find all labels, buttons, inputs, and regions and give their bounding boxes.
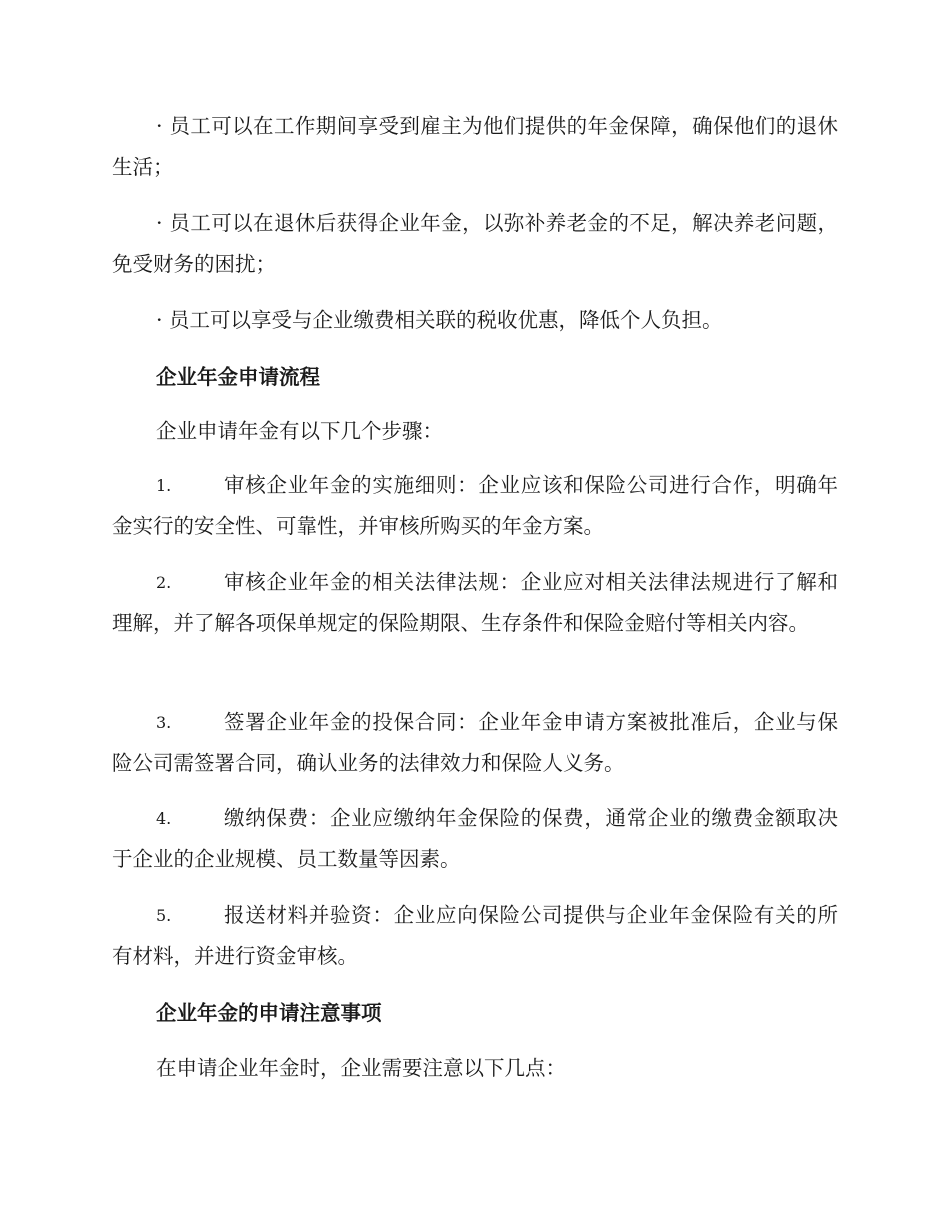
section-heading: 企业年金的申请注意事项	[156, 1001, 382, 1025]
section-heading: 企业年金申请流程	[156, 365, 320, 389]
step-number: 1.	[156, 476, 172, 495]
step-item	[112, 465, 838, 547]
step-item	[112, 798, 838, 880]
step-number: 5.	[156, 906, 172, 925]
bullet-paragraph: · 员工可以在退休后获得企业年金，以弥补养老金的不足，解决养老问题，免受财务的困扰；	[112, 211, 838, 276]
step-text: 审核企业年金的相关法律法规：企业应对相关法律法规进行了解和理解，并了解各项保单规定的保险期限、生存条件和保险金赔付等相关内容。	[112, 570, 838, 635]
step-text: 审核企业年金的实施细则：企业应该和保险公司进行合作，明确年金实行的安全性、可靠性，并审核所购买的年金方案。	[112, 473, 838, 538]
step-number: 4.	[156, 809, 172, 828]
bullet-paragraph: · 员工可以在工作期间享受到雇主为他们提供的年金保障，确保他们的退休生活；	[112, 114, 838, 179]
step-number: 3.	[156, 713, 172, 732]
step-number: 2.	[156, 573, 172, 592]
step-item	[112, 562, 838, 644]
bullet-paragraph: · 员工可以享受与企业缴费相关联的税收优惠，降低个人负担。	[156, 308, 723, 332]
step-text: 报送材料并验资：企业应向保险公司提供与企业年金保险有关的所有材料，并进行资金审核。	[112, 903, 838, 968]
step-item	[112, 895, 838, 977]
section-intro: 企业申请年金有以下几个步骤：	[156, 419, 443, 443]
step-text: 签署企业年金的投保合同：企业年金申请方案被批准后，企业与保险公司需签署合同，确认业务的法律效力和保险人义务。	[112, 710, 838, 775]
step-text: 缴纳保费：企业应缴纳年金保险的保费，通常企业的缴费金额取决于企业的企业规模、员工数量等因素。	[112, 806, 838, 871]
step-item	[112, 702, 838, 784]
section-intro: 在申请企业年金时，企业需要注意以下几点：	[156, 1056, 566, 1080]
